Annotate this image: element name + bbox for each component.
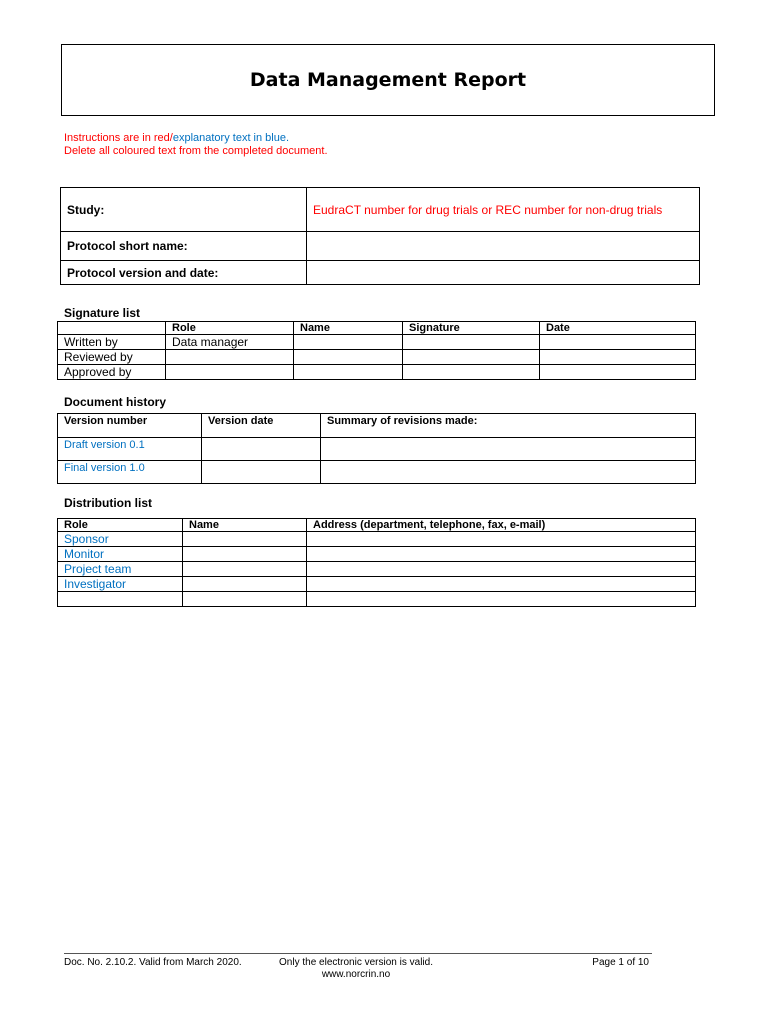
protocol-short-name-row	[61, 232, 700, 261]
table-row	[58, 577, 696, 592]
table-row	[58, 335, 696, 350]
signature-header-cell: Role	[166, 322, 294, 335]
protocol-version-row	[61, 261, 700, 285]
signature-header-cell	[58, 322, 166, 335]
distribution-list-table	[57, 518, 696, 607]
table-row	[58, 547, 696, 562]
revision-summary-cell[interactable]	[321, 438, 696, 461]
signature-header-cell: Signature	[403, 322, 540, 335]
signature-role-cell[interactable]	[166, 350, 294, 365]
distribution-role-cell[interactable]	[58, 592, 183, 607]
footer-doc-number: Doc. No. 2.10.2. Valid from March 2020.	[64, 957, 242, 968]
study-label: Study:	[61, 188, 307, 232]
revision-summary-cell[interactable]	[321, 461, 696, 484]
document-history-heading: Document history	[64, 395, 167, 409]
version-number-cell[interactable]: Draft version 0.1	[58, 438, 202, 461]
signature-role-cell[interactable]: Data manager	[166, 335, 294, 350]
table-row	[58, 461, 696, 484]
distribution-address-cell[interactable]	[307, 547, 696, 562]
signature-date-cell[interactable]	[540, 350, 696, 365]
protocol-short-name-label: Protocol short name:	[61, 232, 307, 261]
footer-validity-text: Only the electronic version is valid.	[279, 957, 433, 968]
history-header-cell: Version date	[202, 414, 321, 438]
study-row	[61, 188, 700, 232]
distribution-list-heading: Distribution list	[64, 496, 152, 510]
signature-signature-cell[interactable]	[403, 335, 540, 350]
study-table	[60, 187, 700, 285]
distribution-address-cell[interactable]	[307, 592, 696, 607]
table-row	[58, 365, 696, 380]
distribution-role-cell[interactable]: Sponsor	[58, 532, 183, 547]
signature-name-cell[interactable]	[294, 350, 403, 365]
page-title: Data Management Report	[249, 69, 527, 91]
distribution-address-cell[interactable]	[307, 577, 696, 592]
distribution-header-cell: Address (department, telephone, fax, e-mail)	[307, 519, 696, 532]
signature-role-cell[interactable]	[166, 365, 294, 380]
footer-validity	[256, 957, 456, 981]
instruction-red-text: Instructions are in red/	[64, 132, 173, 144]
signature-header-row	[58, 322, 696, 335]
version-number-cell[interactable]: Final version 1.0	[58, 461, 202, 484]
history-header-row	[58, 414, 696, 438]
distribution-role-cell[interactable]: Project team	[58, 562, 183, 577]
distribution-name-cell[interactable]	[183, 547, 307, 562]
distribution-name-cell[interactable]	[183, 577, 307, 592]
explanatory-blue-text: explanatory text in blue.	[172, 132, 290, 144]
title-box	[61, 44, 715, 116]
history-header-cell: Version number	[58, 414, 202, 438]
signature-step-cell: Reviewed by	[58, 350, 166, 365]
footer-divider	[64, 953, 652, 954]
history-header-cell: Summary of revisions made:	[321, 414, 696, 438]
footer-website-link[interactable]: www.norcrin.no	[321, 969, 391, 980]
distribution-header-row	[58, 519, 696, 532]
signature-name-cell[interactable]	[294, 335, 403, 350]
distribution-name-cell[interactable]	[183, 562, 307, 577]
signature-header-cell: Name	[294, 322, 403, 335]
table-row	[58, 350, 696, 365]
signature-date-cell[interactable]	[540, 365, 696, 380]
instruction-line-1	[64, 132, 289, 145]
signature-name-cell[interactable]	[294, 365, 403, 380]
signature-signature-cell[interactable]	[403, 365, 540, 380]
table-row	[58, 562, 696, 577]
version-date-cell[interactable]	[202, 461, 321, 484]
protocol-version-label: Protocol version and date:	[61, 261, 307, 285]
distribution-name-cell[interactable]	[183, 532, 307, 547]
distribution-address-cell[interactable]	[307, 562, 696, 577]
distribution-address-cell[interactable]	[307, 532, 696, 547]
signature-step-cell: Written by	[58, 335, 166, 350]
signature-step-cell: Approved by	[58, 365, 166, 380]
document-history-table	[57, 413, 696, 484]
signature-list-table	[57, 321, 696, 380]
table-row	[58, 438, 696, 461]
instruction-line-2: Delete all coloured text from the completed document.	[64, 145, 328, 157]
table-row	[58, 532, 696, 547]
distribution-header-cell: Name	[183, 519, 307, 532]
signature-header-cell: Date	[540, 322, 696, 335]
protocol-version-value[interactable]	[307, 261, 700, 285]
table-row	[58, 592, 696, 607]
distribution-role-cell[interactable]: Investigator	[58, 577, 183, 592]
protocol-short-name-value[interactable]	[307, 232, 700, 261]
signature-signature-cell[interactable]	[403, 350, 540, 365]
distribution-header-cell: Role	[58, 519, 183, 532]
signature-date-cell[interactable]	[540, 335, 696, 350]
distribution-name-cell[interactable]	[183, 592, 307, 607]
study-value[interactable]: EudraCT number for drug trials or REC number for non-drug trials	[307, 188, 700, 232]
signature-list-heading: Signature list	[64, 306, 141, 320]
distribution-role-cell[interactable]: Monitor	[58, 547, 183, 562]
version-date-cell[interactable]	[202, 438, 321, 461]
footer-page-number: Page 1 of 10	[592, 957, 649, 968]
